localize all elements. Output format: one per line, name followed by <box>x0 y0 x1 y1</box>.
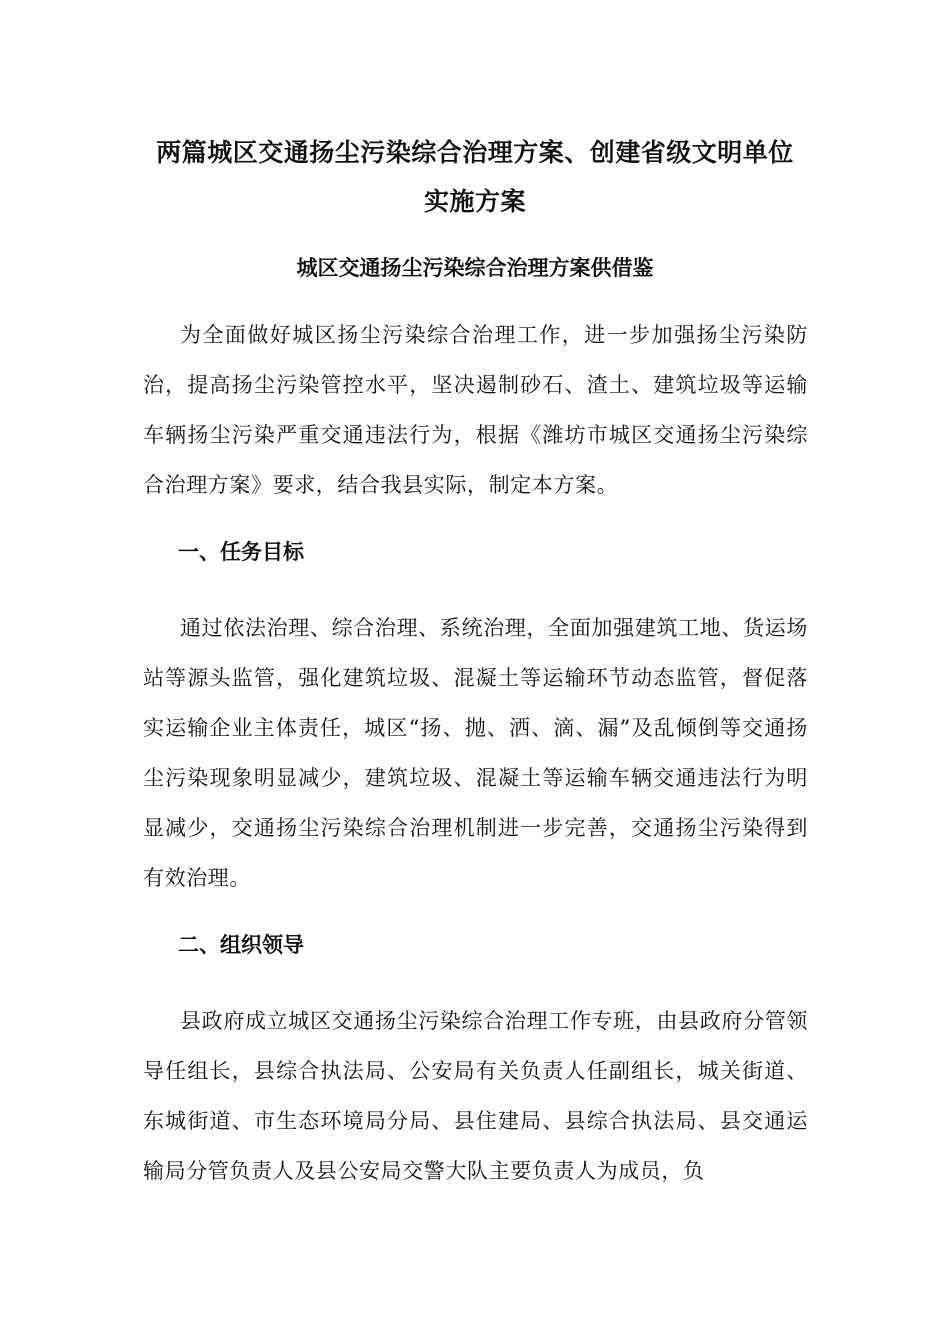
paragraph-task-goals: 通过依法治理、综合治理、系统治理，全面加强建筑工地、货运场站等源头监管，强化建筑垃圾、混凝土等运输环节动态监管，督促落实运输企业主体责任，城区“扬、抛、洒、滴、漏”及乱倾倒等交通扬尘污染现象明显减少，建筑垃圾、混凝土等运输车辆交通违法行为明显减少，交通扬尘污染综合治理机制进一步完善，交通扬尘污染得到有效治理。 <box>143 616 808 890</box>
document-title-line2: 实施方案 <box>423 187 526 216</box>
document-subtitle: 城区交通扬尘污染综合治理方案供借鉴 <box>296 255 654 280</box>
organization-section <box>143 996 808 1196</box>
paragraph-intro: 为全面做好城区扬尘污染综合治理工作，进一步加强扬尘污染防治，提高扬尘污染管控水平，坚决遏制砂石、渣土、建筑垃圾等运输车辆扬尘污染严重交通违法行为，根据《潍坊市城区交通扬尘污染综合治理方案》要求，结合我县实际，制定本方案。 <box>143 323 808 497</box>
heading-organization: 二、组织领导 <box>178 932 304 957</box>
intro-section <box>143 310 808 510</box>
document-title-line1: 两篇城区交通扬尘污染综合治理方案、创建省级文明单位 <box>156 138 794 167</box>
paragraph-organization: 县政府成立城区交通扬尘污染综合治理工作专班，由县政府分管领导任组长，县综合执法局、公安局有关负责人任副组长，城关街道、东城街道、市生态环境局分局、县住建局、县综合执法局、县交通运输局分管负责人及县公安局交警大队主要负责人为成员，负 <box>143 1009 808 1183</box>
heading-task-goals: 一、任务目标 <box>178 539 304 564</box>
task-goals-section <box>143 603 808 903</box>
